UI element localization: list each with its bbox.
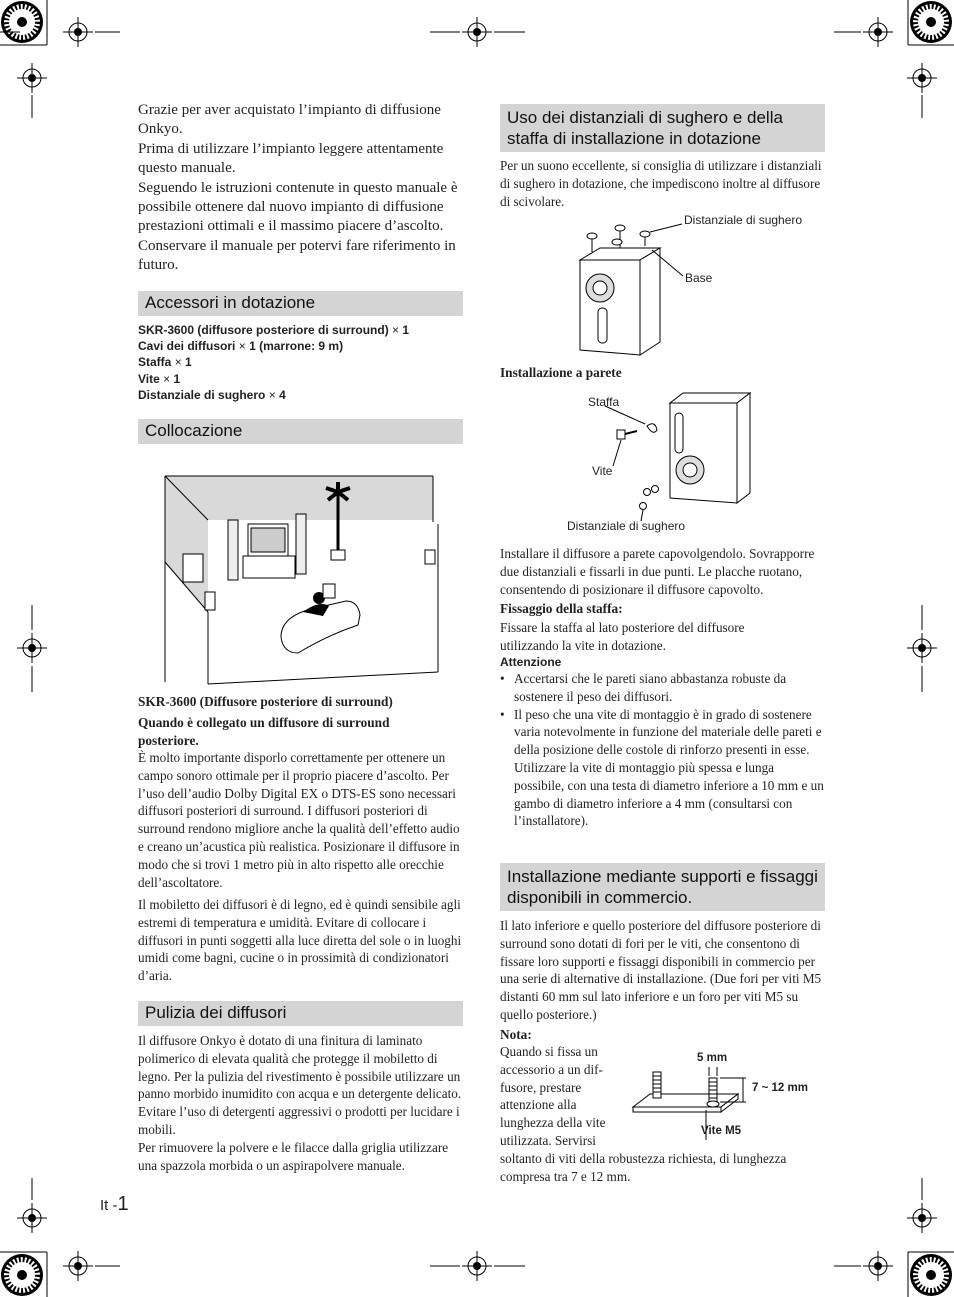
label-screw-width: 5 mm xyxy=(697,1052,728,1064)
fix-text: Fissare la staffa al lato posteriore del diffusore utilizzando la vite in dotazione. xyxy=(500,620,745,653)
nota-tail: soltanto di viti della robustezza richiesta, di lunghezza compresa tra 7 e 12 mm. xyxy=(500,1151,787,1184)
pulizia-para2: Per rimuovere la polvere e le filacce dalla griglia utilizzare una spazzola morbida o un aspirapolvere manuale. xyxy=(138,1140,449,1173)
cork-spacer-illustration xyxy=(570,220,690,360)
section-heading-uso: Uso dei distanziali di sughero e della staffa di installazione in dotazione xyxy=(500,104,825,152)
accessory-item: Cavi dei diffusori × 1 (marrone: 9 m) xyxy=(138,339,344,354)
label-base: Base xyxy=(685,271,713,285)
installazione-para: Il lato inferiore e quello posteriore del diffusore posteriore di surround sono dotati di fori per le viti, che consentono di fissare loro supporti e fissaggi disponibili in commercio per una serie di alternative di installazione. (Due fori per viti M5 distanti 60 mm sul lato inferiore e un foro per viti M5 su quello posteriore.) xyxy=(500,918,822,1022)
collocazione-para1: È molto importante disporlo correttamente per ottenere un campo sonoro ottimale per il proprio piacere d’ascolto. Per l’uso dell’audio Dolby Digital EX o DTS-ES sono necessari diffusori posteriori di surround. I diffusori posteriori di surround rendono migliore anche la qualità dell’effetto audio e creano un’acustica più realistica. Posizionare il diffusore in modo che si trovi 1 metro più in alto rispetto alle orecchie dell’ascoltatore. xyxy=(138,750,460,890)
section-heading-collocazione: Collocazione xyxy=(138,419,463,444)
label-screw-m5: Vite M5 xyxy=(701,1125,742,1137)
attention-bullet: • Il peso che una vite di montaggio è in grado di sostenere varia notevolmente in funzione del materiale delle pareti e della posizione delle costole di rinforzo presenti in esse. Utilizzare la vite di montaggio più spessa e lunga possibile, con una testa di diametro inferiore a 10 mm e un gambo di diametro inferiore a 4 mm (consultarsi con l’installatore). xyxy=(500,706,826,831)
intro-para: Seguendo le istruzioni contenute in questo manuale è possibile ottenere dal nuovo impianto di diffusione prestazioni ottimali e il massimo piacere d’ascolto. xyxy=(138,179,458,235)
label-screw-length: 7 ~ 12 mm xyxy=(752,1082,808,1094)
pulizia-para1: Il diffusore Onkyo è dotato di una finitura di laminato polimerico di elevata qualità che protegge il mobiletto di legno. Per la pulizia del rivestimento è possibile utilizzare un panno morbido inumidito con acqua e un detergente delicato. Evitare l’uso di detergenti aggressivi o prodotti per lucidare i mobili. xyxy=(138,1033,462,1137)
section-heading-accessori: Accessori in dotazione xyxy=(138,291,463,316)
wall-install-heading: Installazione a parete xyxy=(500,365,622,380)
label-screw: Vite xyxy=(592,464,613,478)
attention-list xyxy=(500,670,826,830)
label-cork-spacer: Distanziale di sughero xyxy=(684,213,803,227)
room-placement-illustration xyxy=(163,462,443,687)
accessories-list xyxy=(138,322,468,403)
collocazione-para2: Il mobiletto dei diffusori è di legno, ed è quindi sensibile agli estremi di temperatura e umidità. Evitare di collocare i diffusori in punti soggetti alla luce diretta del sole o in luoghi umidi come bagni, cucine o in prossimità di condizionatori d’aria. xyxy=(138,897,462,984)
accessory-item: Staffa × 1 xyxy=(138,355,192,370)
accessory-item: SKR-3600 (diffusore posteriore di surround) × 1 xyxy=(138,323,410,337)
figure-caption: SKR-3600 (Diffusore posteriore di surround) xyxy=(138,694,393,709)
label-bracket: Staffa xyxy=(588,395,620,409)
nota-text: Quando si fissa un accessorio a un dif- fusore, prestare attenzione alla lunghezza della vite utilizzata. Servirsi xyxy=(500,1044,606,1148)
intro-para: Conservare il manuale per potervi fare riferimento in futuro. xyxy=(138,237,456,274)
wall-mount-illustration xyxy=(595,388,755,528)
intro-text xyxy=(138,101,466,276)
intro-para: Prima di utilizzare l’impianto leggere attentamente questo manuale. xyxy=(138,140,444,177)
attention-label: Attenzione xyxy=(500,655,562,669)
wall-install-para: Installare il diffusore a parete capovolgendolo. Sovrapporre due distanziali e fissarli in due punti. Le placche ruotano, consentendo di posizionare il diffusore capovolto. xyxy=(500,546,815,597)
intro-para: Grazie per aver acquistato l’impianto di diffusione Onkyo. xyxy=(138,102,441,138)
nota-label: Nota: xyxy=(500,1027,532,1042)
section-heading-pulizia: Pulizia dei diffusori xyxy=(138,1001,463,1026)
fix-heading: Fissaggio della staffa: xyxy=(500,601,623,616)
attention-bullet: • Accertarsi che le pareti siano abbastanza robuste da sostenere il peso dei diffusori. xyxy=(500,670,826,706)
accessory-item: Distanziale di sughero × 4 xyxy=(138,387,286,402)
section-heading-installazione: Installazione mediante supporti e fissaggi disponibili in commercio. xyxy=(500,863,825,911)
label-cork-spacer-wall: Distanziale di sughero xyxy=(567,519,686,533)
accessory-item: Vite × 1 xyxy=(138,371,181,386)
uso-para: Per un suono eccellente, si consiglia di utilizzare i distanziali di sughero in dotazione, che impediscono inoltre al diffusore di scivolare. xyxy=(500,158,822,209)
page-number: It -1 xyxy=(100,1193,129,1215)
subheading-surround: Quando è collegato un diffusore di surround posteriore. xyxy=(138,715,390,748)
